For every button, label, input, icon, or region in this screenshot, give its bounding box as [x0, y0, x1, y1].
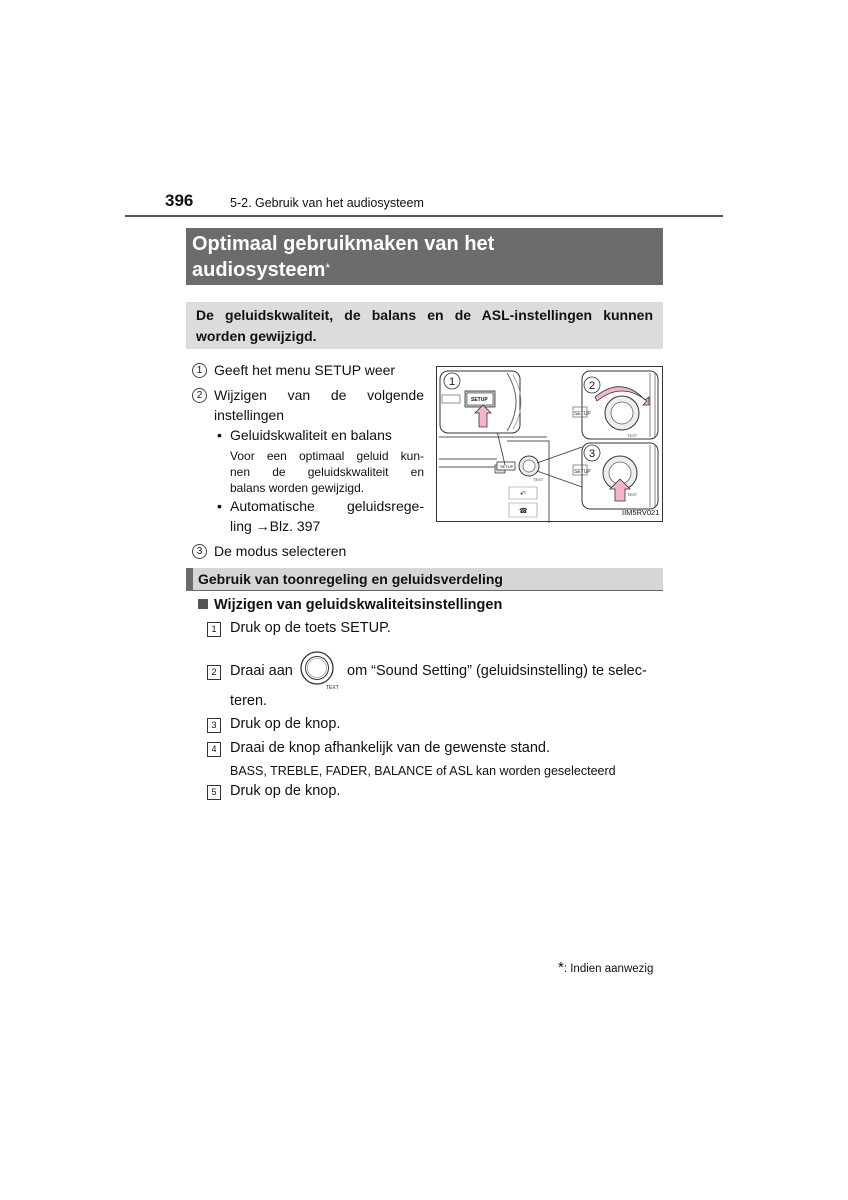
bullet-dot: • [217, 427, 222, 443]
step-number: 3 [207, 718, 221, 733]
step-5-text: Druk op de knop. [230, 783, 341, 799]
legend-item-3 [192, 541, 424, 561]
svg-text:TEXT: TEXT [627, 433, 638, 438]
step-4-note: BASS, TREBLE, FADER, BALANCE of ASL kan worden geselecteerd [230, 764, 616, 778]
intro-box [186, 302, 663, 349]
header-divider [125, 215, 723, 217]
svg-text:SETUP: SETUP [574, 469, 591, 475]
legend-bullet-2-line-1: Automatische geluidsrege- [230, 498, 424, 514]
subheading-text: Gebruik van toonregeling en geluidsverdeling [198, 571, 503, 587]
callout-2: 2 [589, 380, 596, 392]
legend-item-1 [192, 360, 424, 380]
callout-1: 1 [449, 376, 456, 388]
footnote [558, 959, 653, 976]
number-circle: 1 [192, 363, 207, 378]
step-4-text: Draai de knop afhankelijk van de gewenste stand. [230, 740, 551, 756]
legend-item-2 [192, 385, 424, 425]
step-2-text-continued: teren. [230, 693, 268, 709]
step-2-text-before: Draai aan [230, 663, 293, 679]
legend-note-line-1: Voor een optimaal geluid kun- [230, 449, 424, 463]
procedure-heading [198, 597, 502, 613]
intro-text: De geluidskwaliteit, de balans en de ASL-instellingen kunnen worden gewijzigd. [196, 307, 653, 344]
page-number: 396 [165, 191, 194, 210]
title-line-2: audiosysteem [192, 259, 326, 281]
step-1-text: Druk op de toets SETUP. [230, 620, 391, 636]
procedure-heading-text: Wijzigen van geluidskwaliteitsinstellingen [214, 597, 503, 613]
svg-text:SETUP: SETUP [574, 411, 591, 417]
page-title [186, 228, 663, 285]
legend-note-line-2: nen de geluidskwaliteit en [230, 465, 424, 479]
knob-text-label: TEXT [326, 685, 339, 691]
legend-item-3-text: De modus selecteren [214, 543, 347, 559]
step-2-text-after: om “Sound Setting” (geluidsinstelling) te selec- [347, 663, 647, 679]
bullet-dot: • [217, 498, 222, 514]
step-3-text: Druk op de knop. [230, 716, 341, 732]
step-number: 4 [207, 742, 221, 757]
callout-3: 3 [589, 448, 596, 460]
section-subheading [186, 568, 663, 591]
illustration-legend [192, 360, 424, 561]
phone-icon: ☎ [519, 508, 528, 515]
title-line-1: Optimaal gebruikmaken van het [192, 233, 495, 255]
inset1-setup-label: SETUP [471, 397, 488, 403]
legend-bullet-2-cont [192, 516, 424, 536]
footnote-mark: * [558, 959, 564, 976]
legend-bullet-2 [192, 496, 424, 516]
legend-note [192, 448, 424, 496]
square-bullet-icon [198, 599, 208, 609]
step-number: 2 [207, 665, 221, 680]
panel-text-label: TEXT [533, 477, 544, 482]
legend-item-1-text: Geeft het menu SETUP weer [214, 362, 396, 378]
legend-item-2-line-1: Wijzigen van de volgende [214, 387, 424, 403]
svg-text:TEXT: TEXT [627, 492, 638, 497]
tune-knob-icon [299, 650, 343, 697]
legend-item-2-line-2: instellingen [214, 407, 285, 423]
legend-note-line-3: balans worden gewijzigd. [230, 481, 365, 495]
legend-bullet-1 [192, 425, 424, 445]
legend-bullet-1-text: Geluidskwaliteit en balans [230, 427, 392, 443]
section-reference: 5-2. Gebruik van het audiosysteem [230, 196, 424, 210]
audio-panel-illustration [436, 366, 663, 522]
title-footnote-mark: * [325, 261, 331, 275]
page-reference-link[interactable]: ling →Blz. 397 [230, 518, 321, 534]
number-circle: 3 [192, 544, 207, 559]
audio-panel-drawing [437, 367, 664, 523]
illustration-code: IIM5RV021 [622, 508, 660, 517]
footnote-text: : Indien aanwezig [563, 963, 654, 975]
number-circle: 2 [192, 388, 207, 403]
step-number: 1 [207, 622, 221, 637]
panel-setup-label: SETUP [500, 464, 514, 469]
back-icon: ↶ [520, 491, 526, 498]
step-number: 5 [207, 785, 221, 800]
